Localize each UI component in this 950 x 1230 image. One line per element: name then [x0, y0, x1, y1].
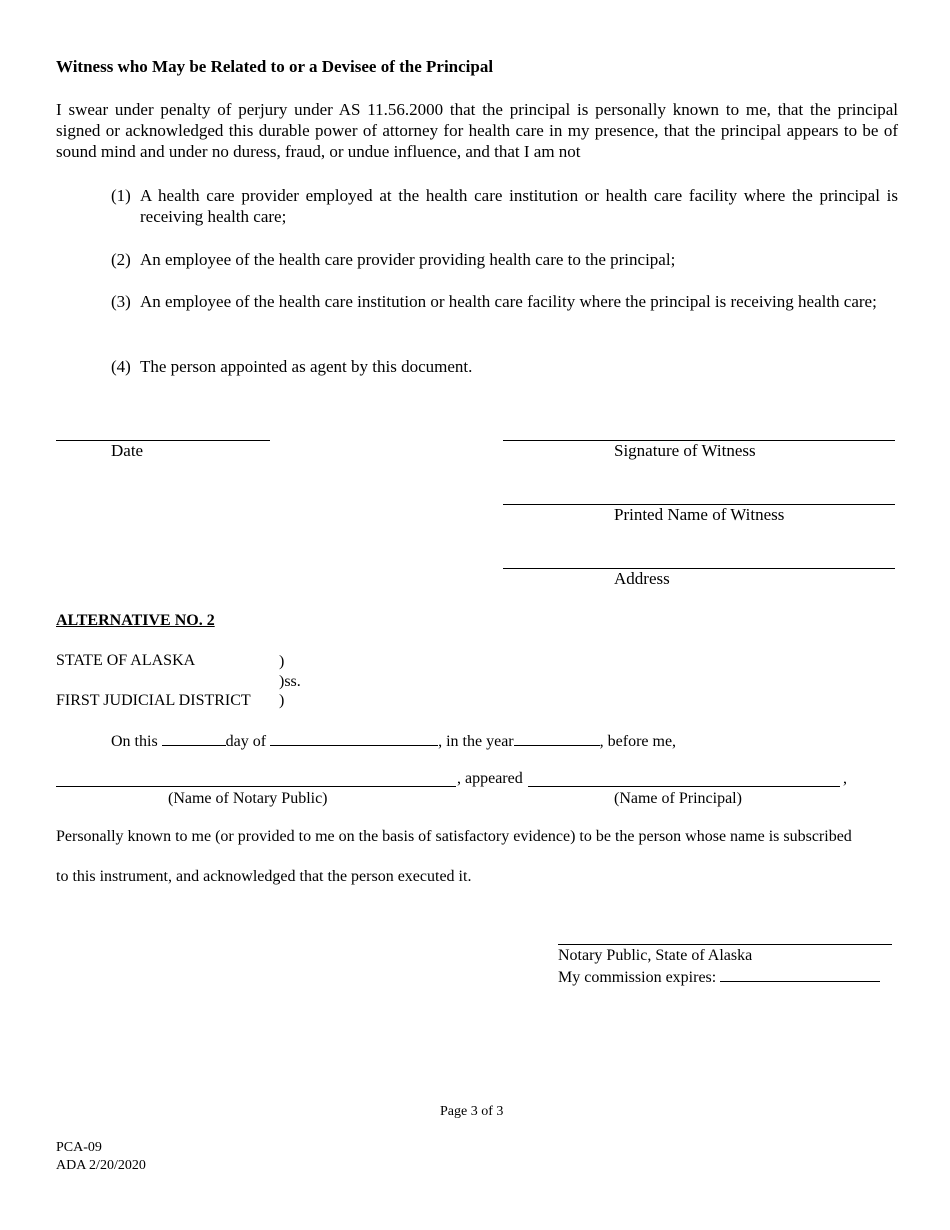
day-blank[interactable]: [162, 731, 226, 746]
page-number: Page 3 of 3: [440, 1104, 504, 1119]
date-label: Date: [111, 441, 144, 460]
on-this-text: On this: [111, 733, 158, 750]
commission-expires-blank[interactable]: [720, 967, 880, 982]
address-line[interactable]: [503, 568, 895, 569]
list-text: An employee of the health care provider providing health care to the principal;: [140, 250, 676, 269]
list-item: [111, 185, 898, 227]
in-the-year-text: , in the year: [438, 733, 514, 750]
before-me-text: , before me,: [599, 733, 677, 750]
notary-name-caption: (Name of Notary Public): [168, 790, 328, 807]
notary-name-line[interactable]: [56, 786, 456, 787]
commission-expires-line: [558, 967, 880, 987]
list-number: (3): [111, 292, 131, 311]
list-text: A health care provider employed at the health care institution or health care facility where the principal is receiving health care;: [140, 186, 898, 226]
section-heading: Witness who May be Related to or a Devisee of the Principal: [56, 57, 494, 76]
notary-title: Notary Public, State of Alaska: [558, 947, 753, 964]
list-text: The person appointed as agent by this document.: [140, 357, 473, 376]
printed-name-label: Printed Name of Witness: [614, 505, 785, 524]
on-this-line: [111, 731, 676, 751]
principal-name-line[interactable]: [528, 786, 840, 787]
venue-state: STATE OF ALASKA: [56, 652, 196, 669]
month-blank[interactable]: [270, 731, 438, 746]
acknowledgment-line-2: to this instrument, and acknowledged that the person executed it.: [56, 868, 472, 885]
list-number: (2): [111, 250, 131, 269]
list-number: (1): [111, 186, 131, 205]
commission-expires-label: My commission expires:: [558, 969, 717, 986]
list-item: [111, 356, 898, 377]
appeared-text: , appeared: [457, 770, 523, 787]
principal-name-caption: (Name of Principal): [614, 790, 742, 807]
list-text: An employee of the health care institution or health care facility where the principal is receiving health care;: [140, 292, 877, 311]
notary-signature-line[interactable]: [558, 944, 892, 945]
alternative-heading: ALTERNATIVE NO. 2: [56, 612, 215, 629]
venue-ss: )ss.: [279, 673, 301, 690]
venue-district: FIRST JUDICIAL DISTRICT: [56, 692, 251, 709]
venue-paren-top: ): [279, 653, 285, 670]
witness-signature-label: Signature of Witness: [614, 441, 756, 460]
list-item: [111, 249, 898, 270]
address-label: Address: [614, 569, 670, 588]
list-number: (4): [111, 357, 131, 376]
venue-paren-bottom: ): [279, 692, 285, 709]
form-id: PCA-09: [56, 1140, 102, 1155]
witness-statement: I swear under penalty of perjury under AS 11.56.2000 that the principal is personally known to me, that the principal signed or acknowledged this durable power of attorney for health care in my presence, that the principal appears to be of sound mind and under no duress, fraud, or undue influence, and that I am not: [56, 100, 898, 161]
trailing-comma: ,: [843, 770, 847, 787]
form-revision: ADA 2/20/2020: [56, 1158, 146, 1173]
list-item: [111, 291, 898, 312]
acknowledgment-line-1: Personally known to me (or provided to me on the basis of satisfactory evidence) to be the person whose name is subscribed: [56, 828, 852, 845]
date-line[interactable]: [56, 440, 270, 441]
day-of-text: day of: [225, 733, 267, 750]
year-blank[interactable]: [514, 731, 600, 746]
